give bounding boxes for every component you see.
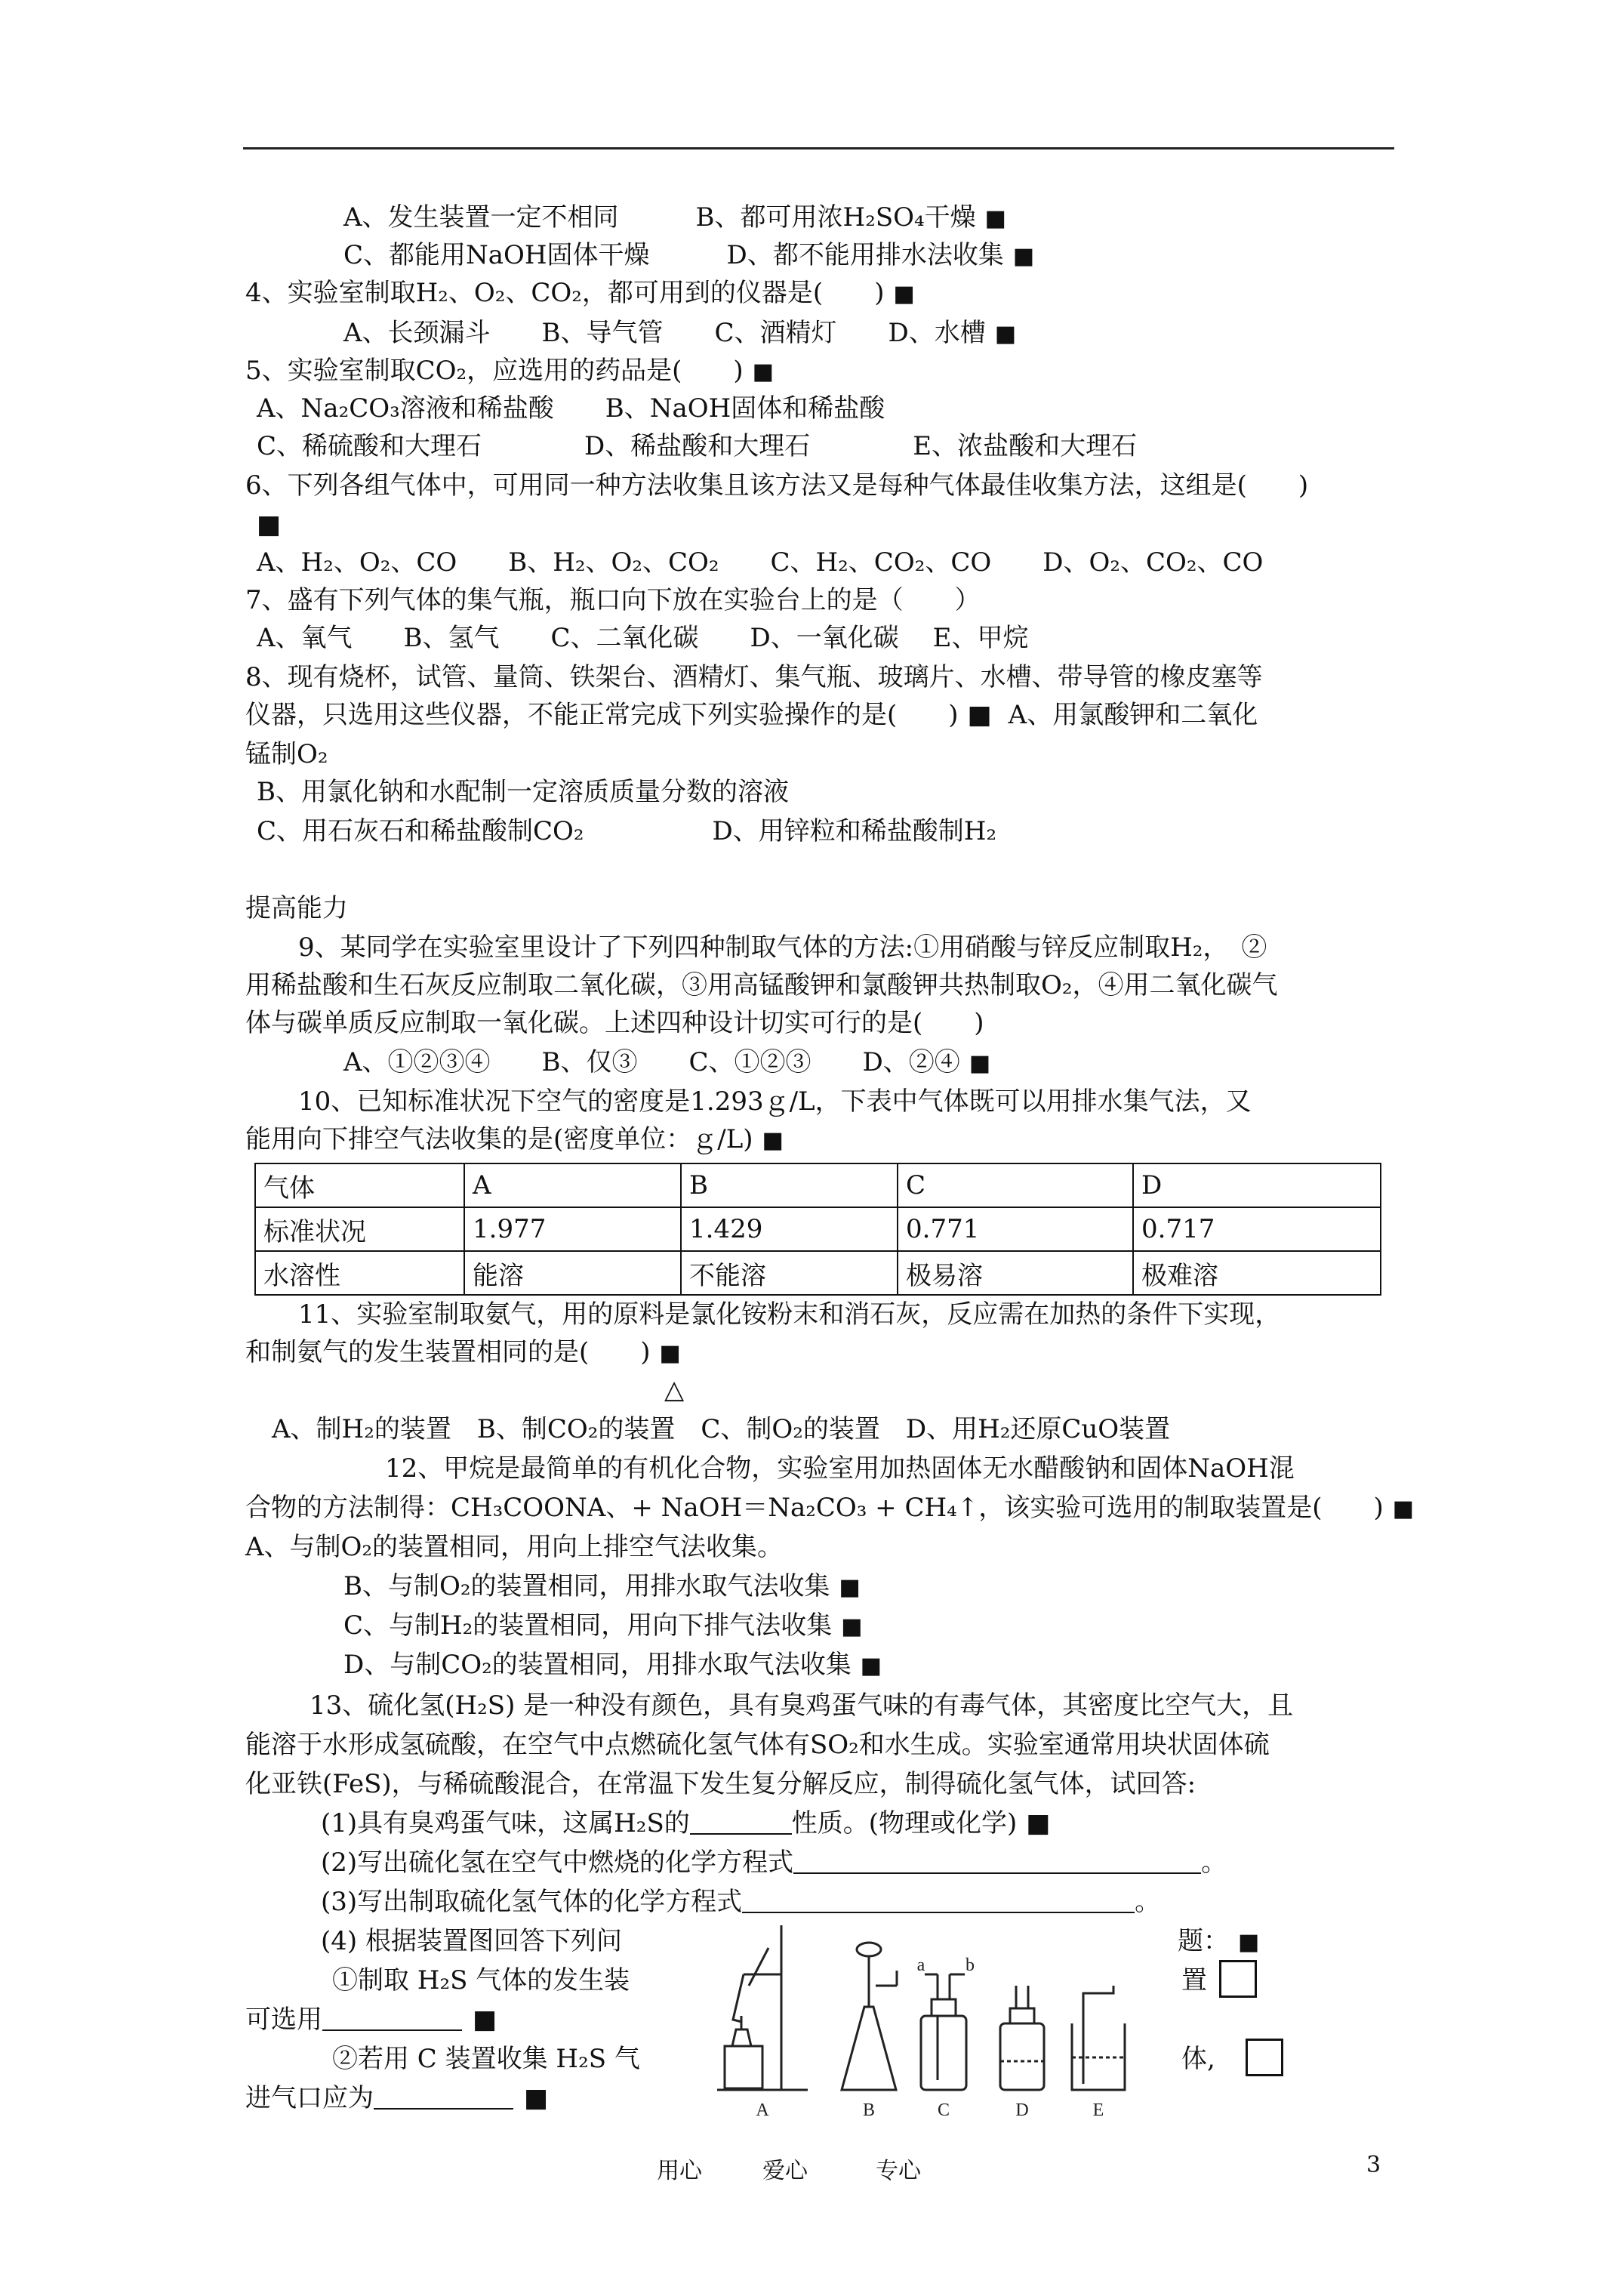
q11-options: A、制H₂的装置 B、制CO₂的装置 C、制O₂的装置 D、用H₂还原CuO装置 bbox=[272, 1414, 1171, 1444]
answer-checkbox[interactable] bbox=[1246, 2039, 1283, 2076]
question-9-line3: 体与碳单质反应制取一氧化碳。上述四种设计切实可行的是( ) bbox=[245, 1008, 984, 1038]
q13-sub4-b2 bbox=[245, 2081, 548, 2116]
apparatus-d bbox=[1000, 1986, 1044, 2090]
apparatus-e bbox=[1072, 1986, 1125, 2090]
question-9-line1: 9、某同学在实验室里设计了下列四种制取气体的方法:①用硝酸与锌反应制取H₂， ② bbox=[298, 932, 1267, 963]
q13-sub3-end: 。 bbox=[1135, 1887, 1161, 1917]
q6-options: A、H₂、O₂、CO B、H₂、O₂、CO₂ C、H₂、CO₂、CO D、O₂、CO₂、CO bbox=[257, 547, 1264, 578]
q13-sub4: (4) 根据装置图回答下列问 bbox=[321, 1926, 622, 1956]
marker-square: ■ bbox=[967, 700, 992, 730]
table-row bbox=[255, 1207, 1381, 1251]
q13-sub4-end: 题： ■ bbox=[1178, 1924, 1259, 1960]
section-heading: 提高能力 bbox=[245, 893, 348, 923]
q13-sub2 bbox=[321, 1845, 1227, 1880]
q13-sub2-end: 。 bbox=[1201, 1848, 1227, 1878]
apparatus-label-d: D bbox=[1015, 2100, 1029, 2120]
table-cell: 1.977 bbox=[464, 1207, 681, 1251]
table-cell: 标准状况 bbox=[255, 1207, 464, 1251]
apparatus-a bbox=[717, 1925, 808, 2090]
question-11-line1: 11、实验室制取氨气，用的原料是氯化铵粉末和消石灰，反应需在加热的条件下实现， bbox=[298, 1299, 1281, 1330]
answer-checkbox[interactable] bbox=[1219, 1960, 1257, 1998]
question-6: 6、下列各组气体中，可用同一种方法收集且该方法又是每种气体最佳收集方法，这组是( ) bbox=[245, 470, 1309, 501]
question-11-line2: 和制氨气的发生装置相同的是( ) ■ bbox=[245, 1335, 681, 1371]
table-cell: 极难溶 bbox=[1133, 1251, 1381, 1295]
q3-options-cd: C、都能用NaOH固体干燥 D、都不能用排水法收集 ■ bbox=[343, 238, 1034, 274]
footer-motto-2: 爱心 bbox=[762, 2158, 808, 2184]
answer-blank[interactable] bbox=[322, 2007, 462, 2031]
q8-option-a-start: A、用氯酸钾和二氧化 bbox=[1008, 700, 1258, 730]
q8-options-cd: C、用石灰石和稀盐酸制CO₂ D、用锌粒和稀盐酸制H₂ bbox=[257, 816, 997, 846]
q13-sub1-prefix: (1)具有臭鸡蛋气味，这属H₂S的 bbox=[321, 1808, 690, 1838]
question-8-line2-text: 仪器，只选用这些仪器，不能正常完成下列实验操作的是( ) bbox=[245, 700, 959, 730]
question-8-line1: 8、现有烧杯，试管、量筒、铁架台、酒精灯、集气瓶、玻璃片、水槽、带导管的橡皮塞等 bbox=[245, 662, 1263, 692]
footer-motto-1: 用心 bbox=[657, 2158, 702, 2184]
table-cell: 水溶性 bbox=[255, 1251, 464, 1295]
q13-sub4-a1: ①制取 H₂S 气体的发生装 bbox=[332, 1965, 630, 1996]
question-4: 4、实验室制取H₂、O₂、CO₂，都可用到的仪器是( ) ■ bbox=[245, 276, 915, 312]
header-rule bbox=[243, 147, 1394, 149]
marker-square: ■ bbox=[473, 2005, 497, 2035]
q13-sub4-b2-prefix: 进气口应为 bbox=[245, 2083, 374, 2113]
table-header-row bbox=[255, 1163, 1381, 1207]
q9-options: A、①②③④ B、仅③ C、①②③ D、②④ ■ bbox=[343, 1045, 990, 1081]
q5-options-cde: C、稀硫酸和大理石 D、稀盐酸和大理石 E、浓盐酸和大理石 bbox=[257, 431, 1138, 461]
table-cell: 气体 bbox=[255, 1163, 464, 1207]
port-label-a: a bbox=[916, 1955, 925, 1975]
q12-option-a: A、与制O₂的装置相同，用向上排空气法收集。 bbox=[245, 1532, 784, 1562]
q12-option-c: C、与制H₂的装置相同，用向下排气法收集 ■ bbox=[343, 1608, 863, 1644]
table-cell: 极易溶 bbox=[898, 1251, 1133, 1295]
q13-sub4-a1-end: 置 bbox=[1181, 1965, 1207, 1996]
table-cell: 不能溶 bbox=[681, 1251, 898, 1295]
table-cell: A bbox=[464, 1163, 681, 1207]
q13-sub4-b1-end: 体, bbox=[1181, 2044, 1215, 2074]
table-cell: B bbox=[681, 1163, 898, 1207]
table-cell: 能溶 bbox=[464, 1251, 681, 1295]
q13-sub4-a2 bbox=[245, 2002, 497, 2037]
table-cell: C bbox=[898, 1163, 1133, 1207]
answer-blank[interactable] bbox=[793, 1850, 1201, 1874]
question-13-line2: 能溶于水形成氢硫酸，在空气中点燃硫化氢气体有SO₂和水生成。实验室通常用块状固体硫 bbox=[245, 1730, 1270, 1760]
q5-options-ab: A、Na₂CO₃溶液和稀盐酸 B、NaOH固体和稀盐酸 bbox=[257, 393, 885, 424]
question-12-line2: 合物的方法制得：CH₃COONA、+ NaOH＝Na₂CO₃ + CH₄↑，该实验可选用的制取装置是( ) ■ bbox=[245, 1490, 1414, 1527]
q4-options: A、长颈漏斗 B、导气管 C、酒精灯 D、水槽 ■ bbox=[343, 316, 1016, 352]
question-12-line1: 12、甲烷是最简单的有机化合物，实验室用加热固体无水醋酸钠和固体NaOH混 bbox=[385, 1453, 1295, 1484]
marker-square: ■ bbox=[1026, 1808, 1051, 1838]
apparatus-label-a: A bbox=[756, 2100, 769, 2120]
question-13-line3: 化亚铁(FeS)，与稀硫酸混合，在常温下发生复分解反应，制得硫化氢气体，试回答: bbox=[245, 1769, 1196, 1799]
q13-sub1-suffix: 性质。(物理或化学) bbox=[791, 1808, 1018, 1838]
q12-option-d: D、与制CO₂的装置相同，用排水取气法收集 ■ bbox=[343, 1647, 882, 1684]
question-13-line1: 13、硫化氢(H₂S) 是一种没有颜色，具有臭鸡蛋气味的有毒气体，其密度比空气大，且 bbox=[310, 1690, 1294, 1721]
question-9-line2: 用稀盐酸和生石灰反应制取二氧化碳，③用高锰酸钾和氯酸钾共热制取O₂，④用二氧化碳气 bbox=[245, 970, 1278, 1000]
question-10-line1: 10、已知标准状况下空气的密度是1.293ｇ/L，下表中气体既可以用排水集气法，又 bbox=[298, 1086, 1252, 1117]
q13-sub4-a2-prefix: 可选用 bbox=[245, 2005, 322, 2035]
port-label-b: b bbox=[965, 1955, 975, 1975]
page-number: 3 bbox=[1366, 2152, 1381, 2178]
q3-options-ab: A、发生装置一定不相同 B、都可用浓H₂SO₄干燥 ■ bbox=[343, 200, 1006, 236]
question-10-line2: 能用向下排空气法收集的是(密度单位：ｇ/L) ■ bbox=[245, 1122, 784, 1158]
q12-option-b: B、与制O₂的装置相同，用排水取气法收集 ■ bbox=[343, 1569, 861, 1605]
marker-square: ■ bbox=[524, 2083, 549, 2113]
question-8-line2 bbox=[245, 698, 1258, 732]
question-7: 7、盛有下列气体的集气瓶，瓶口向下放在实验台上的是（ ） bbox=[245, 585, 981, 615]
q8-option-a-end: 锰制O₂ bbox=[245, 739, 328, 769]
footer-motto-3: 专心 bbox=[876, 2158, 921, 2184]
q13-sub3-prefix: (3)写出制取硫化氢气体的化学方程式 bbox=[321, 1887, 743, 1917]
table-cell: 0.717 bbox=[1133, 1207, 1381, 1251]
table-cell: D bbox=[1133, 1163, 1381, 1207]
apparatus-label-e: E bbox=[1092, 2100, 1104, 2120]
q7-options: A、氧气 B、氢气 C、二氧化碳 D、一氧化碳 E、甲烷 bbox=[257, 623, 1029, 653]
table-row bbox=[255, 1251, 1381, 1295]
question-5: 5、实验室制取CO₂，应选用的药品是( ) ■ bbox=[245, 353, 774, 390]
table-cell: 0.771 bbox=[898, 1207, 1133, 1251]
apparatus-label-b: B bbox=[862, 2100, 876, 2120]
apparatus-b bbox=[842, 1943, 897, 2090]
apparatus-diagram bbox=[702, 1903, 1163, 2122]
answer-blank[interactable] bbox=[690, 1811, 792, 1835]
apparatus-c bbox=[921, 1974, 966, 2090]
q8-option-b: B、用氯化钠和水配制一定溶质质量分数的溶液 bbox=[257, 777, 789, 807]
answer-blank[interactable] bbox=[374, 2085, 513, 2110]
table-cell: 1.429 bbox=[681, 1207, 898, 1251]
q13-sub1 bbox=[321, 1806, 1050, 1841]
apparatus-label-c: C bbox=[937, 2100, 950, 2120]
q13-sub4-b1: ②若用 C 装置收集 H₂S 气 bbox=[332, 2044, 640, 2074]
q13-sub2-prefix: (2)写出硫化氢在空气中燃烧的化学方程式 bbox=[321, 1848, 794, 1878]
heating-delta-symbol: △ bbox=[664, 1375, 685, 1405]
marker-square: ■ bbox=[257, 510, 282, 540]
density-table bbox=[254, 1163, 1381, 1296]
